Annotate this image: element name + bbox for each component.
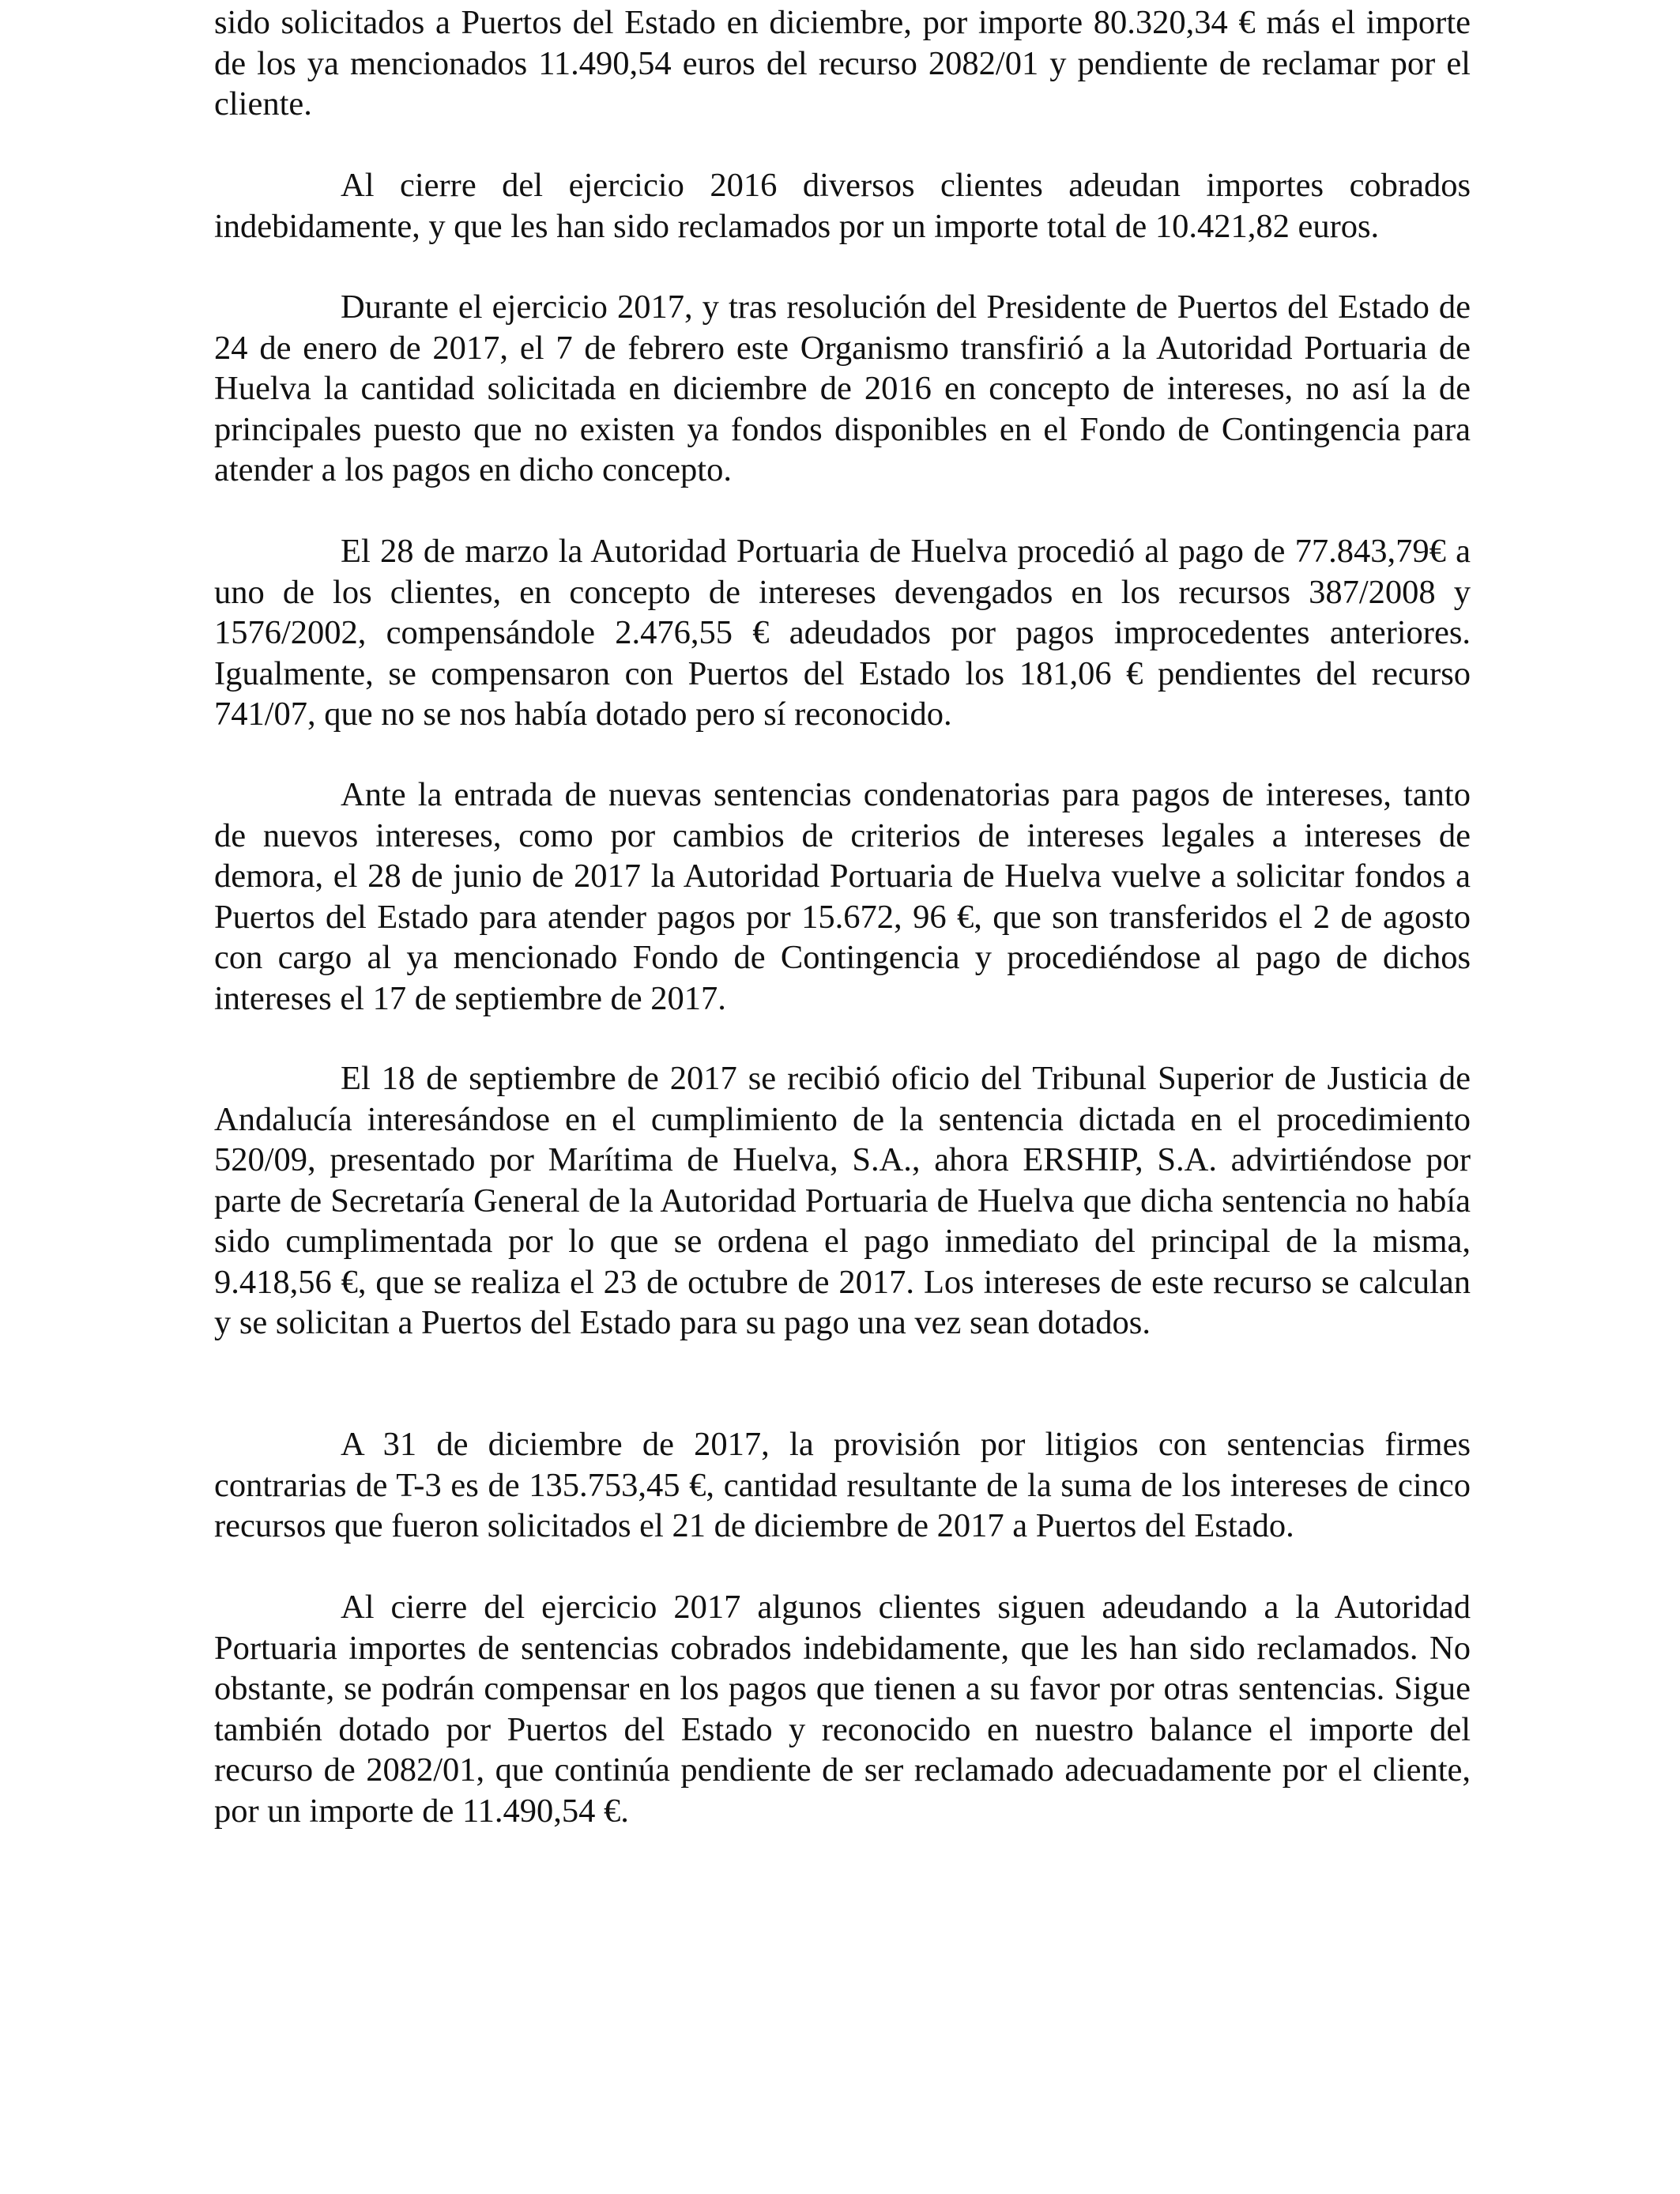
paragraph: Durante el ejercicio 2017, y tras resolución del Presidente de Puertos del Estado de 24 de enero de 2017, el 7 de febrero este Organismo transfirió a la Autoridad Portuaria de Huelva la cantidad solicitada en diciembre de 2016 en concepto de intereses, no así la de principales puesto que no existen ya fondos disponibles en el Fondo de Contingencia para atender a los pagos en dicho concepto. [214, 288, 1471, 488]
paragraph: El 28 de marzo la Autoridad Portuaria de Huelva procedió al pago de 77.843,79€ a uno de los clientes, en concepto de intereses devengados en los recursos 387/2008 y 1576/2002, compensándole 2.476,55 € adeudados por pagos improcedentes anteriores. Igualmente, se compensaron con Puertos del Estado los 181,06 € pendientes del recurso 741/07, que no se nos había dotado pero sí reconocido. [214, 533, 1471, 733]
paragraph: El 18 de septiembre de 2017 se recibió oficio del Tribunal Superior de Justicia de Andalucía interesándose en el cumplimiento de la sentencia dictada en el procedimiento 520/09, presentado por Marítima de Huelva, S.A., ahora ERSHIP, S.A. advirtiéndose por parte de Secretaría General de la Autoridad Portuaria de Huelva que dicha sentencia no había sido cumplimentada por lo que se ordena el pago inmediato del principal de la misma, 9.418,56 €, que se realiza el 23 de octubre de 2017. Los intereses de este recurso se calculan y se solicitan a Puertos del Estado para su pago una vez sean dotados. [214, 1060, 1471, 1341]
paragraph: A 31 de diciembre de 2017, la provisión por litigios con sentencias firmes contrarias de T-3 es de 135.753,45 €, cantidad resultante de la suma de los intereses de cinco recursos que fueron solicitados el 21 de diciembre de 2017 a Puertos del Estado. [214, 1426, 1471, 1544]
paragraph: Ante la entrada de nuevas sentencias condenatorias para pagos de intereses, tanto de nuevos intereses, como por cambios de criterios de intereses legales a intereses de demora, el 28 de junio de 2017 la Autoridad Portuaria de Huelva vuelve a solicitar fondos a Puertos del Estado para atender pagos por 15.672, 96 €, que son transferidos el 2 de agosto con cargo al ya mencionado Fondo de Contingencia y procediéndose al pago de dichos intereses el 17 de septiembre de 2017. [214, 776, 1471, 1017]
paragraph-continued: sido solicitados a Puertos del Estado en diciembre, por importe 80.320,34 € más el importe de los ya mencionados 11.490,54 euros del recurso 2082/01 y pendiente de reclamar por el cliente. [214, 4, 1471, 123]
paragraph: Al cierre del ejercicio 2016 diversos clientes adeudan importes cobrados indebidamente, y que les han sido reclamados por un importe total de 10.421,82 euros. [214, 167, 1471, 245]
paragraph: Al cierre del ejercicio 2017 algunos clientes siguen adeudando a la Autoridad Portuaria importes de sentencias cobrados indebidamente, que les han sido reclamados. No obstante, se podrán compensar en los pagos que tienen a su favor por otras sentencias. Sigue también dotado por Puertos del Estado y reconocido en nuestro balance el importe del recurso de 2082/01, que continúa pendiente de ser reclamado adecuadamente por el cliente, por un importe de 11.490,54 €. [214, 1589, 1471, 1830]
